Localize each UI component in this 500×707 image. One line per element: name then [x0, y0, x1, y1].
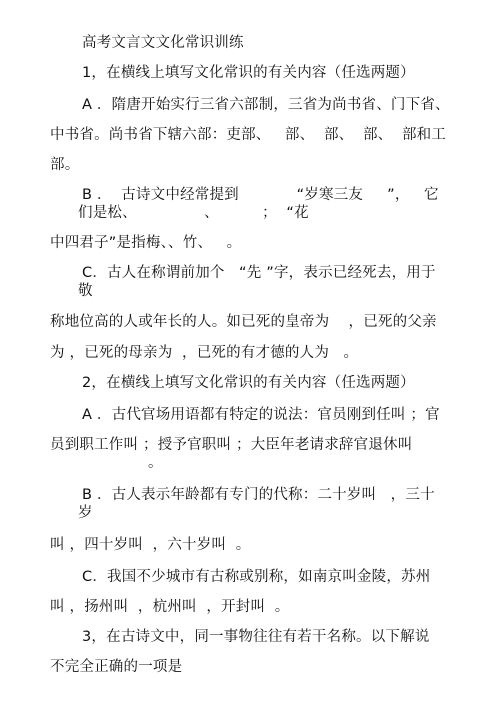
q2-a-line-1: A ．古代官场用语都有特定的说法：官员刚到任叫 ；官	[82, 407, 440, 423]
q1-a-line-3: 部。	[50, 157, 80, 173]
question-3-prompt: 3，在古诗文中，同一事物往往有若干名称。以下解说	[82, 629, 430, 645]
q2-c-line-1: C．我国不少城市有古称或别称，如南京叫金陵，苏州	[82, 569, 431, 585]
q1-c-line-2: 敬	[78, 283, 93, 299]
q1-b-line-3: 中四君子”是指梅、、竹、 。	[50, 235, 242, 251]
q1-c-line-1: C．古人在称谓前加个 “先 ”字，表示已经死去，用于	[82, 265, 436, 281]
q1-b-line-1: B ． 古诗文中经常提到 “岁寒三友 ”， 它	[82, 187, 439, 203]
document-title: 高考文言文文化常识训练	[82, 35, 244, 51]
question-2-prompt: 2，在横线上填写文化常识的有关内容（任选两题）	[82, 375, 415, 391]
q1-c-line-3: 称地位高的人或年长的人。如已死的皇帝为 ，已死的父亲	[50, 314, 437, 330]
q2-b-line-1: B ．古人表示年龄都有专门的代称：二十岁叫 ，三十	[82, 487, 435, 503]
question-1-prompt: 1，在横线上填写文化常识的有关内容（任选两题）	[82, 65, 415, 81]
q2-b-line-3: 叫 ，四十岁叫 ，六十岁叫 。	[50, 537, 251, 553]
q2-a-line-3: 。	[148, 455, 163, 471]
q2-c-line-2: 叫 ，扬州叫 ，杭州叫 ，开封叫 。	[50, 599, 290, 615]
question-3-prompt-cont: 不完全正确的一项是	[50, 659, 183, 675]
q2-a-line-2: 员到职工作叫 ；授予官职叫 ；大臣年老请求辞官退休叫	[50, 437, 413, 453]
q1-c-line-4: 为 ，已死的母亲为 ，已死的有才德的人为 。	[50, 345, 359, 361]
q2-b-line-2: 岁	[78, 505, 93, 521]
q1-a-line-1: A ．隋唐开始实行三省六部制，三省为尚书省、门下省、	[82, 97, 450, 113]
q1-b-line-2: 们是松、 、 ； “花	[78, 205, 309, 221]
q1-a-line-2: 中书省。尚书省下辖六部：吏部、 部、 部、 部、 部和工	[50, 127, 447, 143]
